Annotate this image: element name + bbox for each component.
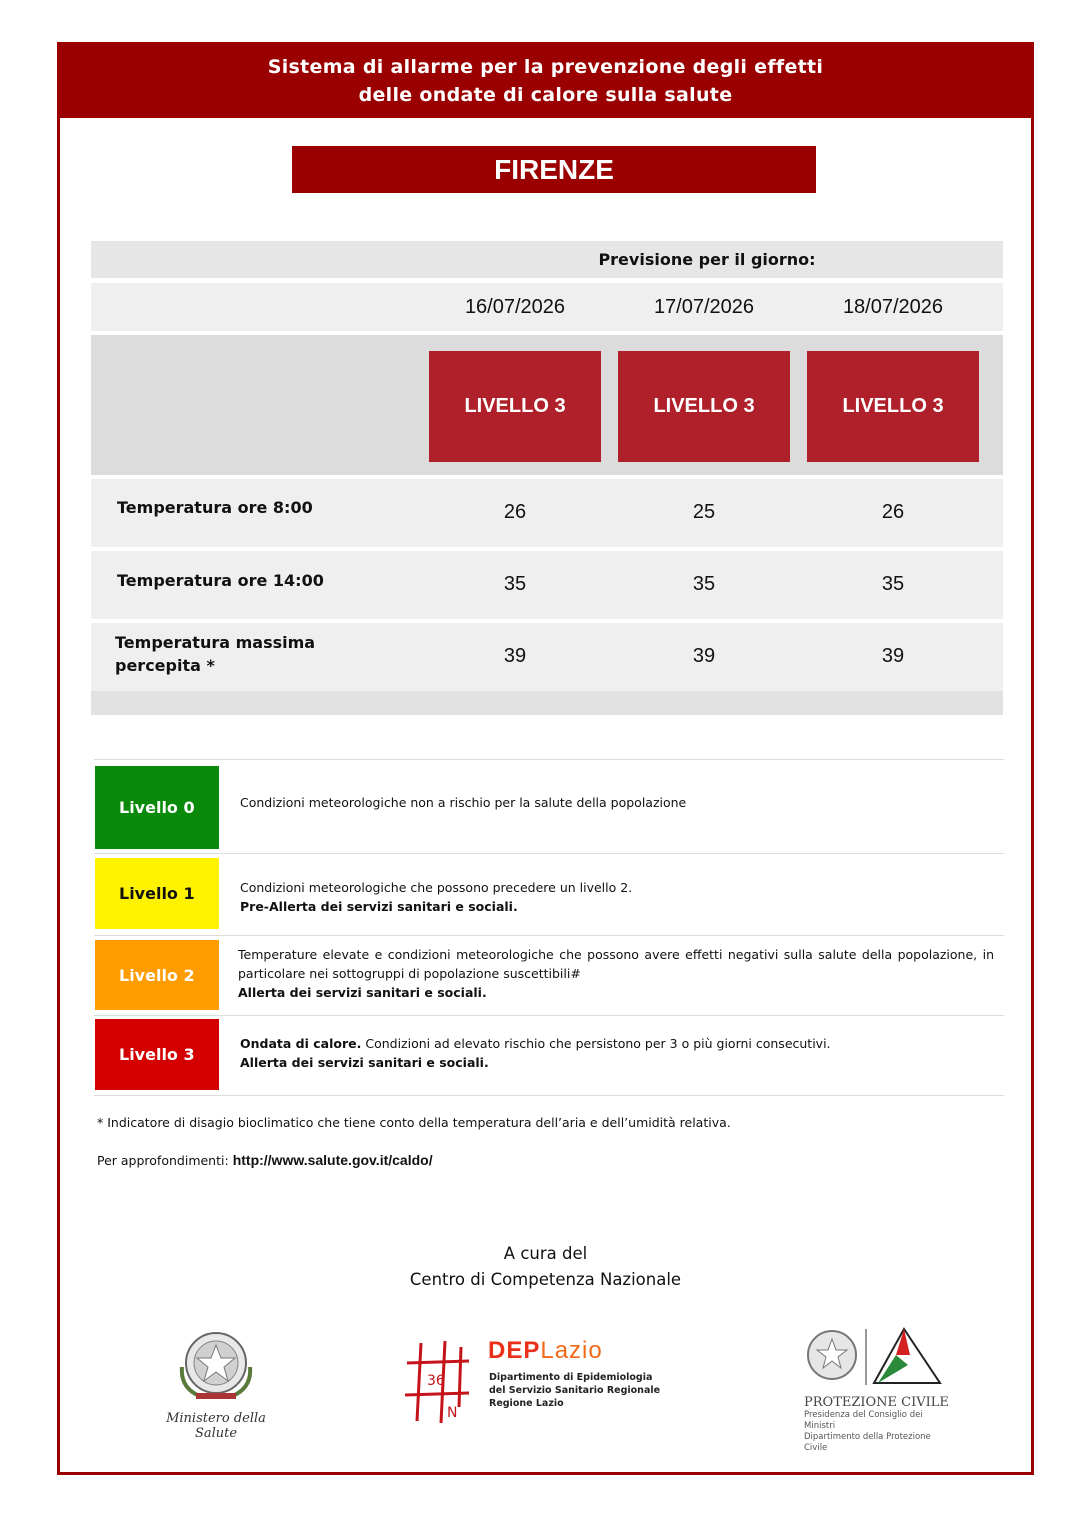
livello-3-desc: Condizioni ad elevato rischio che persistono per 3 o più giorni consecutivi. [361,1036,831,1051]
dep-grid-icon [403,1337,475,1427]
more-info-link[interactable]: http://www.salute.gov.it/caldo/ [232,1152,433,1168]
date-2: 17/07/2026 [653,296,755,318]
italian-emblem-icon [152,1327,280,1407]
temp-max-row [91,623,1003,691]
temp-max-day2: 39 [692,645,716,667]
level-badge-1: LIVELLO 3 [429,351,601,462]
temp-8-day3: 26 [881,501,905,523]
temp-8-day2: 25 [692,501,716,523]
more-info-label: Per approfondimenti: [97,1153,229,1168]
temp-max-label-line2: percepita * [115,656,215,675]
ministero-text: Ministero della Salute [166,1411,266,1441]
temp-14-day2: 35 [692,573,716,595]
credit [60,1241,1031,1293]
level-badge-2: LIVELLO 3 [618,351,790,462]
temp-max-day3: 39 [881,645,905,667]
svg-text:36: 36 [427,1373,445,1389]
livello-3-badge: Livello 3 [95,1019,219,1090]
temp-14-day1: 35 [503,573,527,595]
legend-divider [94,853,1004,854]
temp-max-day1: 39 [503,645,527,667]
dep-line-3: Regione Lazio [489,1398,564,1409]
dep-line-2: del Servizio Sanitario Regionale [489,1385,661,1396]
protezione-title: PROTEZIONE CIVILE [804,1395,949,1410]
credit-line-1: A cura del [503,1244,588,1263]
protezione-line-1: Presidenza del Consiglio dei Ministri [804,1410,923,1431]
date-1: 16/07/2026 [464,296,566,318]
livello-3-text [240,1034,996,1072]
header-line-1: Sistema di allarme per la prevenzione degli effetti [267,56,824,78]
dep-lazio-logo [403,1337,683,1427]
bulletin-frame [57,42,1034,1475]
temp-max-label-line1: Temperatura massima [115,633,316,652]
temp-max-label [115,631,315,677]
table-footer-band [91,691,1003,715]
protezione-line-2: Dipartimento della Protezione Civile [804,1432,931,1453]
date-3: 18/07/2026 [842,296,944,318]
more-info [97,1152,433,1168]
protezione-civile-logo [804,1325,954,1453]
forecast-heading: Previsione per il giorno: [598,250,816,269]
dep-title [488,1337,603,1365]
levels-row [91,335,1003,475]
livello-0-badge: Livello 0 [95,766,219,849]
protezione-civile-icon [804,1325,954,1389]
dates-row [91,283,1003,331]
legend-divider [94,1015,1004,1016]
livello-0-text: Condizioni meteorologiche non a rischio per la salute della popolazione [240,795,687,810]
livello-1-alert: Pre-Allerta dei servizi sanitari e sociali. [240,899,518,914]
dep-subtitle [489,1371,660,1410]
protezione-subtitle [804,1410,954,1454]
livello-3-lead: Ondata di calore. [240,1036,362,1051]
temp-8-label: Temperatura ore 8:00 [117,498,313,517]
livello-2-alert: Allerta dei servizi sanitari e sociali. [238,985,487,1000]
livello-1-desc: Condizioni meteorologiche che possono precedere un livello 2. [240,880,633,895]
dep-line-1: Dipartimento di Epidemiologia [489,1372,653,1383]
svg-text:N: N [447,1405,458,1421]
temp-14-label: Temperatura ore 14:00 [117,571,324,590]
temp-14-row [91,551,1003,619]
livello-1-badge: Livello 1 [95,858,219,929]
legend-divider [94,759,1004,760]
dep-title-lazio: Lazio [540,1337,603,1364]
footnote: * Indicatore di disagio bioclimatico che tiene conto della temperatura dell’aria e dell’umidità relativa. [97,1115,731,1130]
livello-2-text [238,945,994,1002]
header-banner [60,45,1031,118]
dep-title-dep: DEP [488,1337,541,1364]
temp-8-row [91,479,1003,547]
temp-8-day1: 26 [503,501,527,523]
livello-1-text [240,878,996,916]
legend-divider [94,935,1004,936]
level-badge-3: LIVELLO 3 [807,351,979,462]
city-title: FIRENZE [292,146,816,193]
livello-2-desc: Temperature elevate e condizioni meteorologiche che possono avere effetti negativi sulla salute della popolazione, in particolare nei sottogruppi di popolazione suscettibili# [238,947,994,981]
livello-3-alert: Allerta dei servizi sanitari e sociali. [240,1055,489,1070]
forecast-heading-row [91,241,1003,278]
legend-divider [94,1095,1004,1096]
ministero-logo [152,1327,280,1441]
livello-2-badge: Livello 2 [95,940,219,1010]
credit-line-2: Centro di Competenza Nazionale [409,1270,682,1289]
temp-14-day3: 35 [881,573,905,595]
header-line-2: delle ondate di calore sulla salute [358,84,733,106]
